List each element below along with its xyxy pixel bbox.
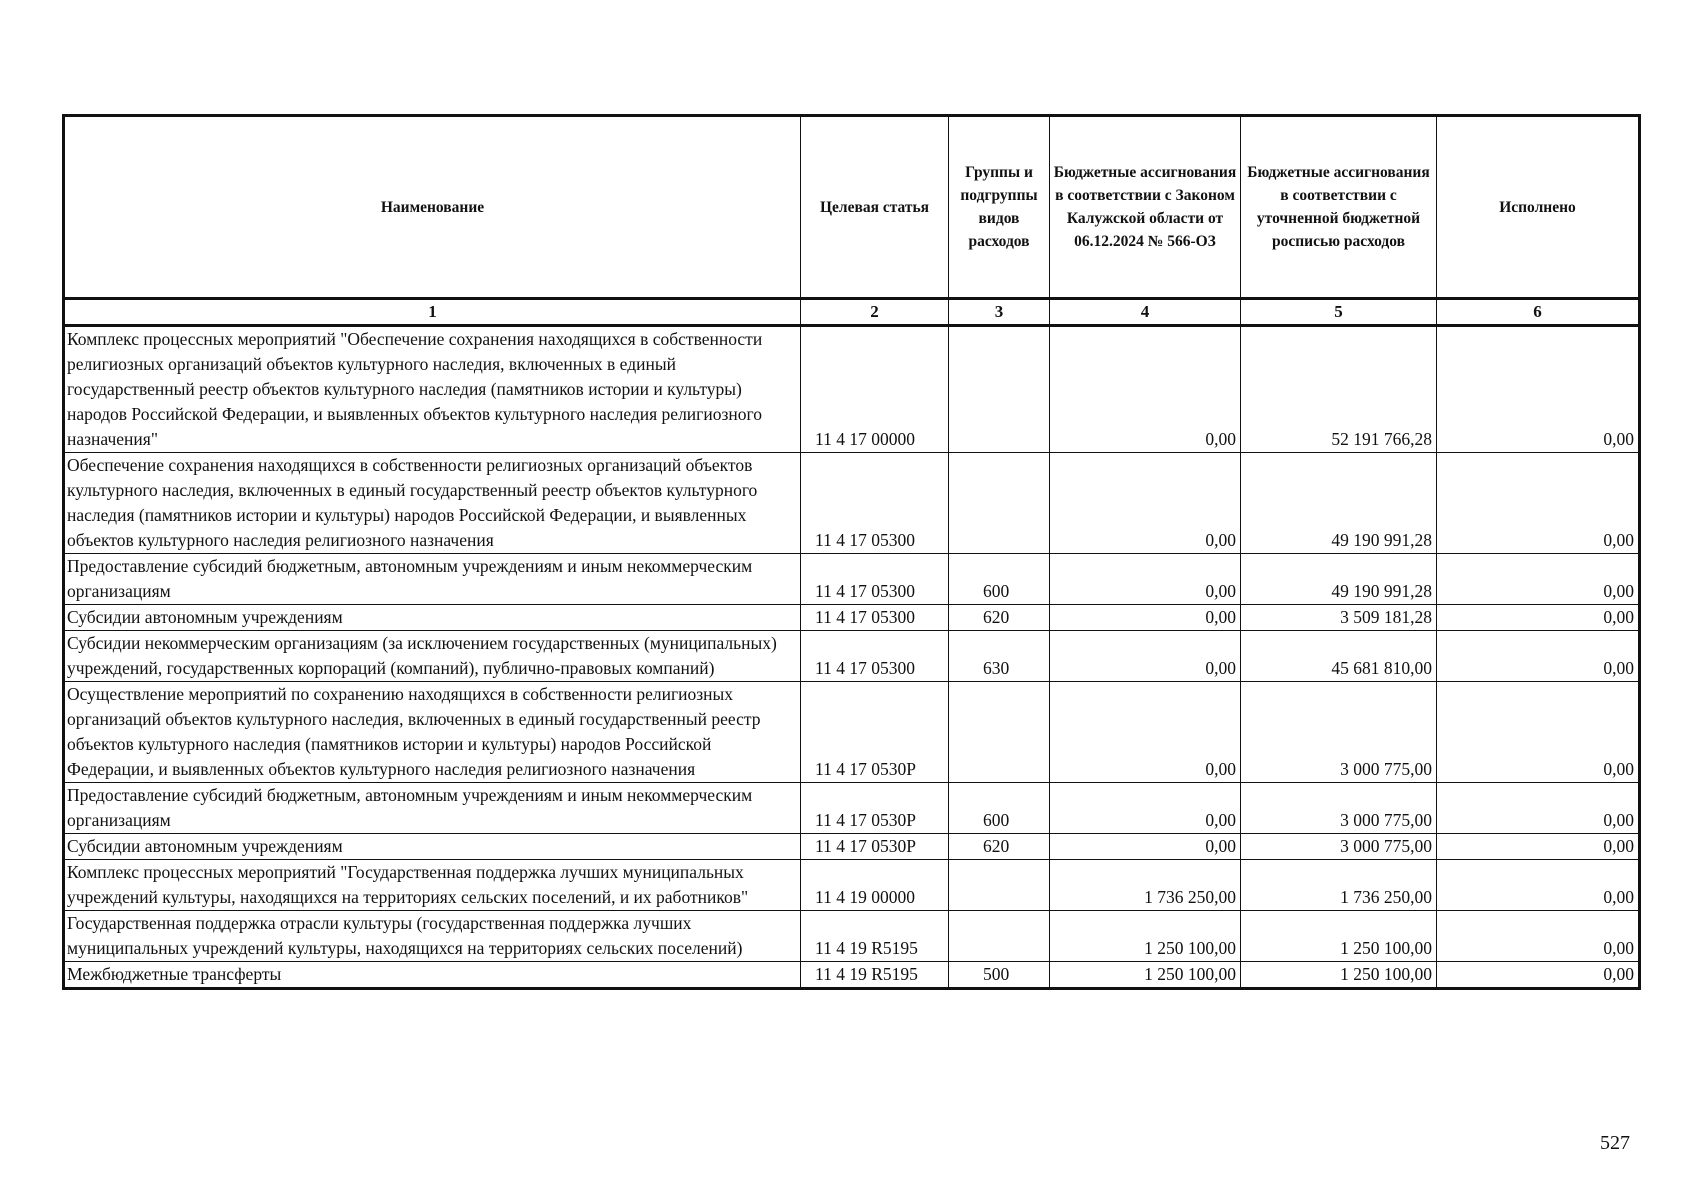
row-target-article: 11 4 17 05300: [801, 453, 949, 554]
row-law-amount: 0,00: [1050, 631, 1241, 682]
row-target-article: 11 4 17 0530P: [801, 682, 949, 783]
table-row: [64, 326, 1640, 453]
row-target-article: 11 4 17 0530P: [801, 834, 949, 860]
row-name: Предоставление субсидий бюджетным, автономным учреждениям и иным некоммерческим организациям: [64, 783, 801, 834]
column-number-row: [64, 299, 1640, 326]
row-target-article: 11 4 17 05300: [801, 554, 949, 605]
row-expense-group: [949, 682, 1050, 783]
header-target-article: Целевая статья: [801, 116, 949, 299]
row-refined-amount: 52 191 766,28: [1241, 326, 1437, 453]
row-law-amount: 1 736 250,00: [1050, 860, 1241, 911]
row-expense-group: [949, 453, 1050, 554]
table-row: [64, 554, 1640, 605]
row-refined-amount: 1 250 100,00: [1241, 911, 1437, 962]
row-executed-amount: 0,00: [1437, 860, 1640, 911]
table-row: [64, 631, 1640, 682]
row-executed-amount: 0,00: [1437, 783, 1640, 834]
row-refined-amount: 1 250 100,00: [1241, 962, 1437, 989]
row-target-article: 11 4 17 00000: [801, 326, 949, 453]
row-law-amount: 0,00: [1050, 453, 1241, 554]
row-target-article: 11 4 19 R5195: [801, 911, 949, 962]
row-executed-amount: 0,00: [1437, 326, 1640, 453]
row-law-amount: 0,00: [1050, 605, 1241, 631]
row-target-article: 11 4 17 05300: [801, 631, 949, 682]
row-law-amount: 1 250 100,00: [1050, 911, 1241, 962]
header-law-allocations: Бюджетные ассигнования в соответствии с Законом Калужской области от 06.12.2024 № 566-ОЗ: [1050, 116, 1241, 299]
row-law-amount: 0,00: [1050, 682, 1241, 783]
header-expense-groups: Группы и подгруппы видов расходов: [949, 116, 1050, 299]
header-row: [64, 116, 1640, 299]
row-expense-group: [949, 326, 1050, 453]
column-number: 3: [949, 299, 1050, 326]
row-expense-group: 600: [949, 554, 1050, 605]
column-number: 6: [1437, 299, 1640, 326]
row-refined-amount: 3 000 775,00: [1241, 783, 1437, 834]
row-name: Обеспечение сохранения находящихся в собственности религиозных организаций объектов культурного наследия, включенных в единый государственный реестр объектов культурного наследия (памятников истории и культуры) народов Российской Федерации, и выявленных объектов культурного наследия религиозного назначения: [64, 453, 801, 554]
table-row: [64, 962, 1640, 989]
column-number: 1: [64, 299, 801, 326]
row-expense-group: 630: [949, 631, 1050, 682]
row-law-amount: 0,00: [1050, 554, 1241, 605]
row-refined-amount: 3 000 775,00: [1241, 834, 1437, 860]
row-target-article: 11 4 17 0530P: [801, 783, 949, 834]
row-executed-amount: 0,00: [1437, 962, 1640, 989]
table-row: [64, 783, 1640, 834]
row-refined-amount: 49 190 991,28: [1241, 554, 1437, 605]
row-executed-amount: 0,00: [1437, 834, 1640, 860]
row-name: Государственная поддержка отрасли культуры (государственная поддержка лучших муниципальных учреждений культуры, находящихся на территориях сельских поселений): [64, 911, 801, 962]
row-law-amount: 1 250 100,00: [1050, 962, 1241, 989]
header-name: Наименование: [64, 116, 801, 299]
row-refined-amount: 1 736 250,00: [1241, 860, 1437, 911]
row-name: Субсидии некоммерческим организациям (за исключением государственных (муниципальных) учреждений, государственных корпораций (компаний), публично-правовых компаний): [64, 631, 801, 682]
row-refined-amount: 3 509 181,28: [1241, 605, 1437, 631]
row-refined-amount: 3 000 775,00: [1241, 682, 1437, 783]
row-name: Межбюджетные трансферты: [64, 962, 801, 989]
table-row: [64, 605, 1640, 631]
row-target-article: 11 4 17 05300: [801, 605, 949, 631]
row-name: Осуществление мероприятий по сохранению находящихся в собственности религиозных организаций объектов культурного наследия, включенных в единый государственный реестр объектов культурного наследия (памятников истории и культуры) народов Российской Федерации, и выявленных объектов культурного наследия религиозного назначения: [64, 682, 801, 783]
row-law-amount: 0,00: [1050, 783, 1241, 834]
table-header: [64, 116, 1640, 326]
column-number: 4: [1050, 299, 1241, 326]
row-name: Комплекс процессных мероприятий "Обеспечение сохранения находящихся в собственности религиозных организаций объектов культурного наследия, включенных в единый государственный реестр объектов культурного наследия (памятников истории и культуры) народов Российской Федерации, и выявленных объектов культурного наследия религиозного назначения": [64, 326, 801, 453]
row-expense-group: 600: [949, 783, 1050, 834]
row-expense-group: 500: [949, 962, 1050, 989]
table-body: [64, 326, 1640, 989]
row-executed-amount: 0,00: [1437, 554, 1640, 605]
row-target-article: 11 4 19 R5195: [801, 962, 949, 989]
row-name: Субсидии автономным учреждениям: [64, 605, 801, 631]
row-name: Предоставление субсидий бюджетным, автономным учреждениям и иным некоммерческим организациям: [64, 554, 801, 605]
row-name: Комплекс процессных мероприятий "Государственная поддержка лучших муниципальных учреждений культуры, находящихся на территориях сельских поселений, и их работников": [64, 860, 801, 911]
row-law-amount: 0,00: [1050, 326, 1241, 453]
row-expense-group: 620: [949, 834, 1050, 860]
row-expense-group: [949, 860, 1050, 911]
column-number: 2: [801, 299, 949, 326]
row-executed-amount: 0,00: [1437, 911, 1640, 962]
row-name: Субсидии автономным учреждениям: [64, 834, 801, 860]
row-expense-group: 620: [949, 605, 1050, 631]
table-row: [64, 834, 1640, 860]
row-target-article: 11 4 19 00000: [801, 860, 949, 911]
row-refined-amount: 45 681 810,00: [1241, 631, 1437, 682]
row-executed-amount: 0,00: [1437, 631, 1640, 682]
row-executed-amount: 0,00: [1437, 605, 1640, 631]
column-number: 5: [1241, 299, 1437, 326]
table-row: [64, 860, 1640, 911]
table-row: [64, 453, 1640, 554]
row-expense-group: [949, 911, 1050, 962]
table-row: [64, 682, 1640, 783]
row-refined-amount: 49 190 991,28: [1241, 453, 1437, 554]
table-row: [64, 911, 1640, 962]
row-executed-amount: 0,00: [1437, 453, 1640, 554]
row-executed-amount: 0,00: [1437, 682, 1640, 783]
header-executed: Исполнено: [1437, 116, 1640, 299]
header-refined-allocations: Бюджетные ассигнования в соответствии с уточненной бюджетной росписью расходов: [1241, 116, 1437, 299]
budget-table: [62, 114, 1641, 990]
row-law-amount: 0,00: [1050, 834, 1241, 860]
page-number: 527: [1600, 1132, 1630, 1154]
